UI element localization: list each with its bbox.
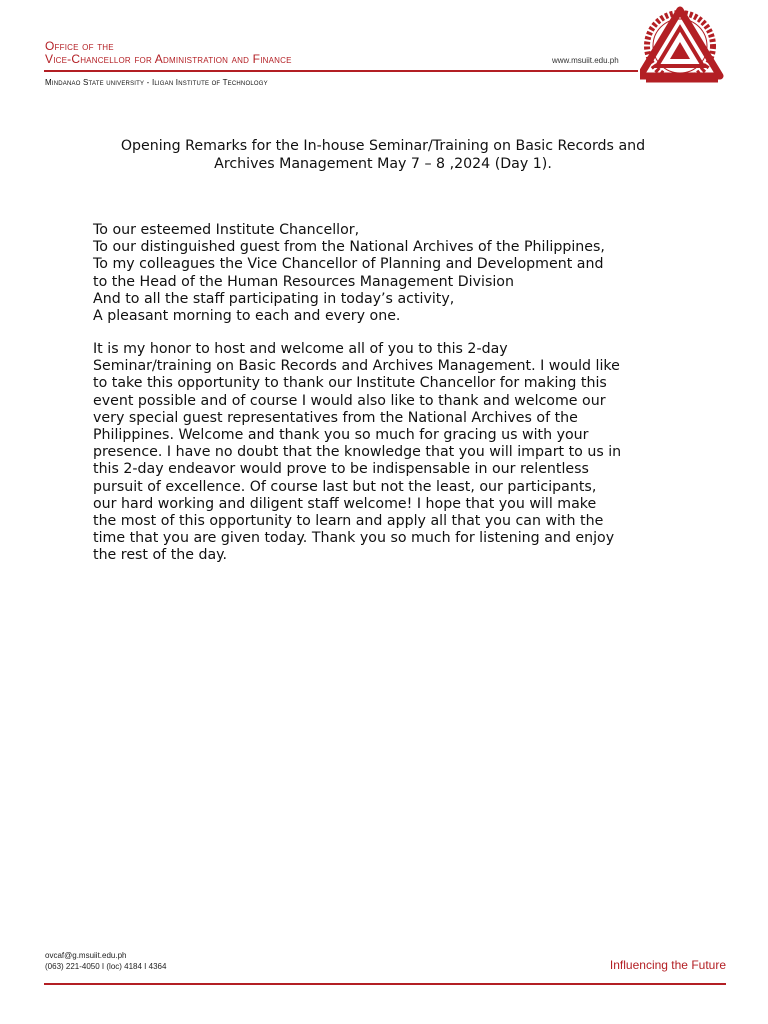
body-line: to take this opportunity to thank our Institute Chancellor for making this: [93, 375, 607, 392]
footer-email[interactable]: ovcaf@g.msuiit.edu.ph: [45, 951, 127, 960]
body-line: Philippines. Welcome and thank you so much for gracing us with your: [93, 427, 589, 444]
header-divider: [44, 70, 638, 72]
salutation-line: To our esteemed Institute Chancellor,: [93, 222, 360, 238]
footer-phone: (063) 221-4050 I (loc) 4184 I 4364: [45, 962, 167, 971]
body-line: Seminar/training on Basic Records and Archives Management. I would like: [93, 358, 620, 375]
title-line: Opening Remarks for the In-house Seminar/Training on Basic Records and: [120, 138, 646, 154]
salutation-line: To my colleagues the Vice Chancellor of Planning and Development and: [93, 256, 604, 273]
salutation-line: And to all the staff participating in today’s activity,: [93, 290, 455, 307]
document-title: [70, 137, 696, 173]
salutation-block: [93, 222, 605, 325]
body-line: presence. I have no doubt that the knowledge that you will impart to us in: [93, 444, 622, 461]
body-line: the rest of the day.: [93, 547, 228, 564]
salutation-line: A pleasant morning to each and every one.: [93, 308, 401, 325]
office-name: [45, 40, 292, 66]
body-line: very special guest representatives from the National Archives of the: [93, 409, 578, 426]
university-name: Mindanao State university - Iligan Institute of Technology: [45, 78, 268, 87]
body-paragraph: [93, 341, 621, 565]
website-link[interactable]: www.msuiit.edu.ph: [552, 56, 619, 65]
title-line: Archives Management May 7 – 8 ,2024 (Day 1).: [214, 156, 552, 172]
office-name-line1: Office of the: [45, 39, 114, 53]
body-line: our hard working and diligent staff welcome! I hope that you will make: [93, 495, 597, 512]
footer-divider: [44, 983, 726, 985]
body-line: this 2-day endeavor would prove to be indispensable in our relentless: [93, 461, 589, 478]
salutation-line: To our distinguished guest from the National Archives of the Philippines,: [93, 239, 605, 256]
body-line: It is my honor to host and welcome all of you to this 2-day: [93, 341, 508, 357]
body-line: event possible and of course I would also like to thank and welcome our: [93, 392, 606, 409]
body-line: time that you are given today. Thank you so much for listening and enjoy: [93, 530, 615, 547]
office-name-line2: Vice-Chancellor for Administration and Finance: [45, 52, 292, 66]
msu-iit-seal-icon: [640, 6, 724, 86]
footer-tagline: Influencing the Future: [609, 958, 726, 972]
footer-contact: [45, 950, 166, 972]
salutation-line: to the Head of the Human Resources Management Division: [93, 273, 514, 290]
body-line: the most of this opportunity to learn and apply all that you can with the: [93, 513, 604, 530]
body-line: pursuit of excellence. Of course last but not the least, our participants,: [93, 478, 597, 495]
